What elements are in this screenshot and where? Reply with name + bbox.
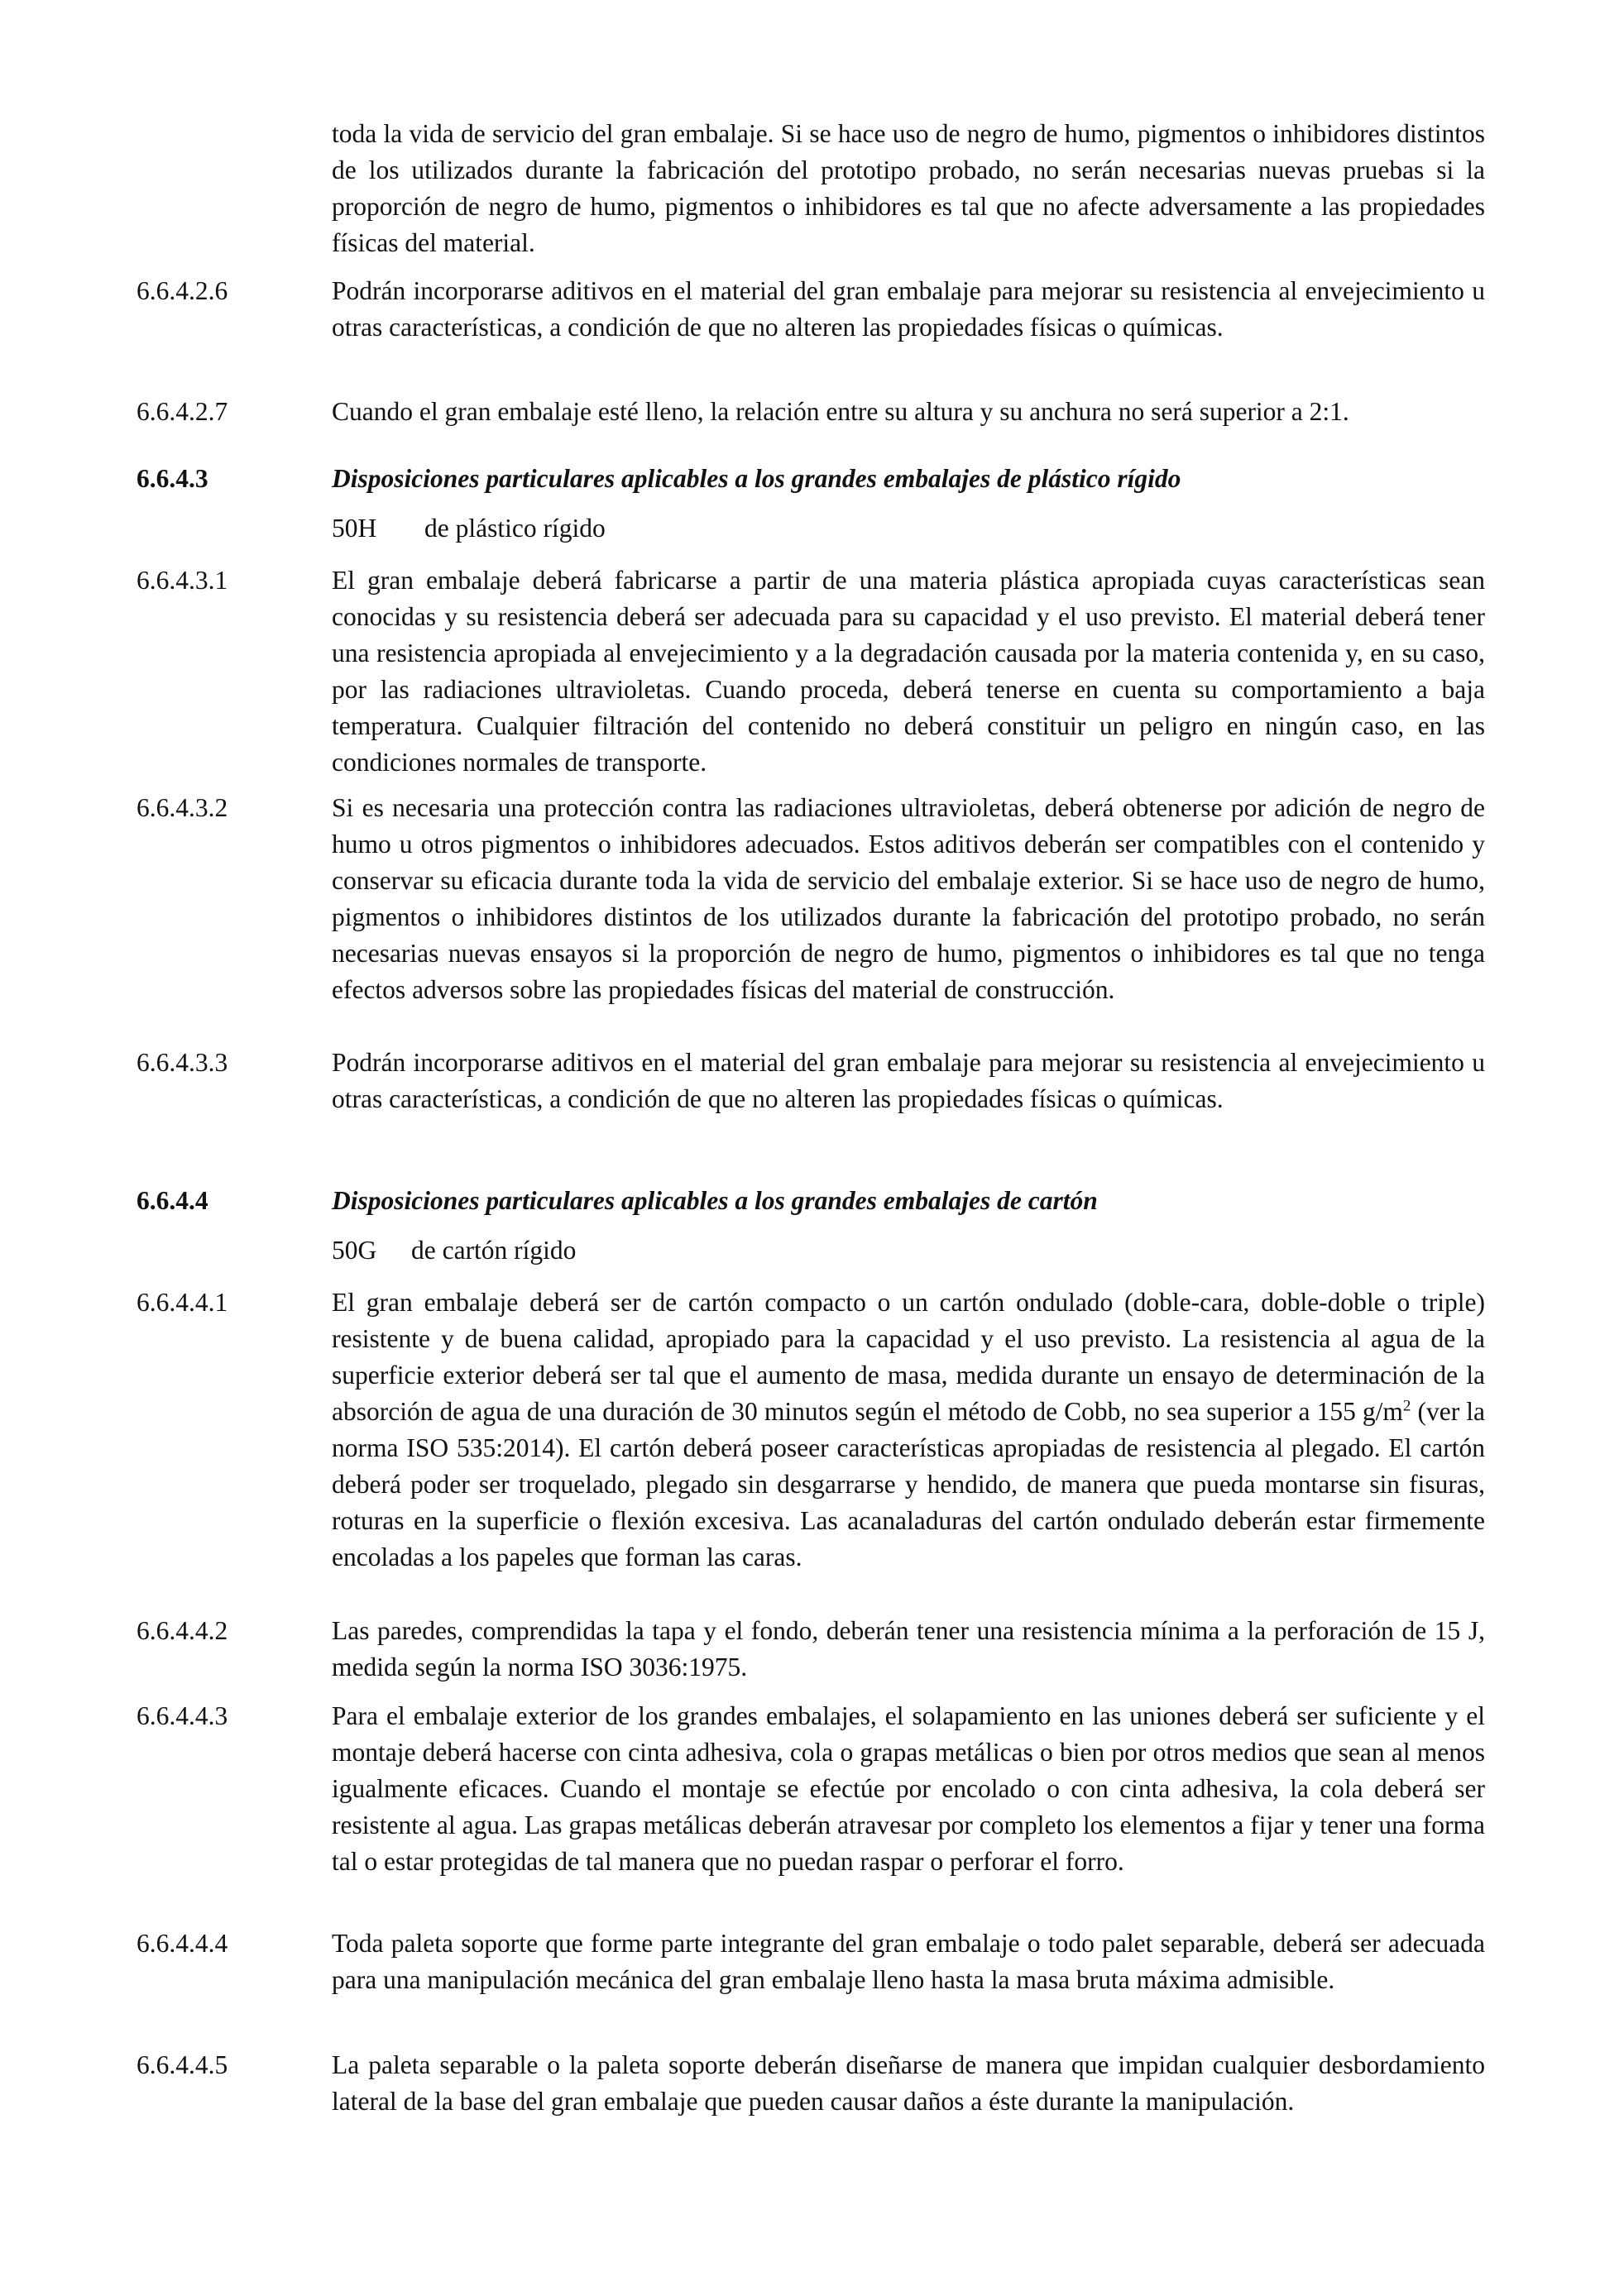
- paragraph-6-6-4-4-2: [137, 1613, 1485, 1686]
- section-number: 6.6.4.3: [137, 464, 208, 493]
- packaging-code-line-50g: [137, 1232, 1485, 1269]
- paragraph-text: toda la vida de servicio del gran embalaje. Si se hace uso de negro de humo, pigmentos o inhibidores distintos de los utilizados durante la fabricación del prototipo probado, no serán necesarias nuevas pruebas si la proporción de negro de humo, pigmentos o inhibidores es tal que no afecte adversamente a las propiedades físicas del material.: [332, 119, 1485, 257]
- packaging-code: 50H: [332, 514, 377, 543]
- packaging-code-description: de plástico rígido: [424, 514, 606, 543]
- section-heading-6-6-4-4: [137, 1183, 1485, 1219]
- paragraph-number: 6.6.4.2.7: [137, 397, 228, 426]
- packaging-code-description: de cartón rígido: [411, 1236, 577, 1265]
- paragraph-text: Podrán incorporarse aditivos en el material del gran embalaje para mejorar su resistencia al envejecimiento u otras características, a condición de que no alteren las propiedades físicas o químicas.: [332, 1048, 1485, 1113]
- paragraph-text-part: (ver la norma ISO 535:2014). El cartón deberá poseer características apropiadas de resistencia al plegado. El cartón deberá poder ser troquelado, plegado sin desgarrarse y hendido, de manera que pueda montarse sin fisuras, roturas en la superficie o flexión excesiva. Las acanaladuras del cartón ondulado deberán estar firmemente encoladas a los papeles que forman las caras.: [332, 1397, 1485, 1571]
- packaging-code-line-50h: [137, 510, 1485, 547]
- paragraph-text: Cuando el gran embalaje esté lleno, la relación entre su altura y su anchura no será superior a 2:1.: [332, 397, 1349, 426]
- packaging-code: 50G: [332, 1236, 377, 1265]
- paragraph-text: Podrán incorporarse aditivos en el material del gran embalaje para mejorar su resistencia al envejecimiento u otras características, a condición de que no alteren las propiedades físicas o químicas.: [332, 276, 1485, 342]
- paragraph-number: 6.6.4.4.1: [137, 1288, 228, 1317]
- paragraph-text: Para el embalaje exterior de los grandes embalajes, el solapamiento en las uniones deberá ser suficiente y el montaje deberá hacerse con cinta adhesiva, cola o grapas metálicas o bien por otros medios que sean al menos igualmente eficaces. Cuando el montaje se efectúe por encolado o con cinta adhesiva, la cola deberá ser resistente al agua. Las grapas metálicas deberán atravesar por completo los elementos a fijar y tener una forma tal o estar protegidas de tal manera que no puedan raspar o perforar el forro.: [332, 1701, 1485, 1876]
- paragraph-number: 6.6.4.3.1: [137, 566, 228, 595]
- paragraph-number: 6.6.4.4.2: [137, 1616, 228, 1645]
- paragraph-6-6-4-3-2: [137, 790, 1485, 1008]
- superscript: 2: [1402, 1397, 1411, 1415]
- section-title: Disposiciones particulares aplicables a los grandes embalajes de plástico rígido: [332, 464, 1181, 493]
- paragraph-6-6-4-2-6: [137, 273, 1485, 346]
- paragraph-6-6-4-4-5: [137, 2047, 1485, 2120]
- section-number: 6.6.4.4: [137, 1186, 208, 1215]
- paragraph-text: Si es necesaria una protección contra las radiaciones ultravioletas, deberá obtenerse por adición de negro de humo u otros pigmentos o inhibidores adecuados. Estos aditivos deberán ser compatibles con el contenido y conservar su eficacia durante toda la vida de servicio del embalaje exterior. Si se hace uso de negro de humo, pigmentos o inhibidores distintos de los utilizados durante la fabricación del prototipo probado, no serán necesarias nuevas ensayos si la proporción de negro de humo, pigmentos o inhibidores es tal que no tenga efectos adversos sobre las propiedades físicas del material de construcción.: [332, 793, 1485, 1004]
- paragraph-text-part: El gran embalaje deberá ser de cartón compacto o un cartón ondulado (doble-cara, doble-doble o triple) resistente y de buena calidad, apropiado para la capacidad y el uso previsto. La resistencia al agua de la superficie exterior deberá ser tal que el aumento de masa, medida durante un ensayo de determinación de la absorción de agua de una duración de 30 minutos según el método de Cobb, no sea superior a 155 g/m: [332, 1288, 1485, 1426]
- paragraph-text: El gran embalaje deberá fabricarse a partir de una materia plástica apropiada cuyas características sean conocidas y su resistencia deberá ser adecuada para su capacidad y el uso previsto. El material deberá tener una resistencia apropiada al envejecimiento y a la degradación causada por la materia contenida y, en su caso, por las radiaciones ultravioletas. Cuando proceda, deberá tenerse en cuenta su comportamiento a baja temperatura. Cualquier filtración del contenido no deberá constituir un peligro en ningún caso, en las condiciones normales de transporte.: [332, 566, 1485, 777]
- paragraph-number: 6.6.4.4.5: [137, 2050, 228, 2079]
- paragraph-6-6-4-4-4: [137, 1925, 1485, 1998]
- paragraph-text: [332, 1284, 1485, 1576]
- paragraph-6-6-4-3-3: [137, 1045, 1485, 1117]
- paragraph-number: 6.6.4.3.3: [137, 1048, 228, 1077]
- paragraph-6-6-4-4-1: [137, 1284, 1485, 1576]
- paragraph-number: 6.6.4.4.4: [137, 1929, 228, 1958]
- section-heading-6-6-4-3: [137, 461, 1485, 497]
- paragraph-6-6-4-2-7: [137, 394, 1485, 430]
- paragraph-text: Las paredes, comprendidas la tapa y el fondo, deberán tener una resistencia mínima a la perforación de 15 J, medida según la norma ISO 3036:1975.: [332, 1616, 1485, 1681]
- paragraph-continuation: [137, 116, 1485, 261]
- paragraph-number: 6.6.4.4.3: [137, 1701, 228, 1730]
- paragraph-6-6-4-3-1: [137, 562, 1485, 781]
- paragraph-6-6-4-4-3: [137, 1698, 1485, 1880]
- paragraph-number: 6.6.4.3.2: [137, 793, 228, 822]
- paragraph-text: La paleta separable o la paleta soporte deberán diseñarse de manera que impidan cualquier desbordamiento lateral de la base del gran embalaje que pueden causar daños a éste durante la manipulación.: [332, 2050, 1485, 2116]
- paragraph-text: Toda paleta soporte que forme parte integrante del gran embalaje o todo palet separable, deberá ser adecuada para una manipulación mecánica del gran embalaje lleno hasta la masa bruta máxima admisible.: [332, 1929, 1485, 1994]
- section-title: Disposiciones particulares aplicables a los grandes embalajes de cartón: [332, 1186, 1098, 1215]
- paragraph-number: 6.6.4.2.6: [137, 276, 228, 305]
